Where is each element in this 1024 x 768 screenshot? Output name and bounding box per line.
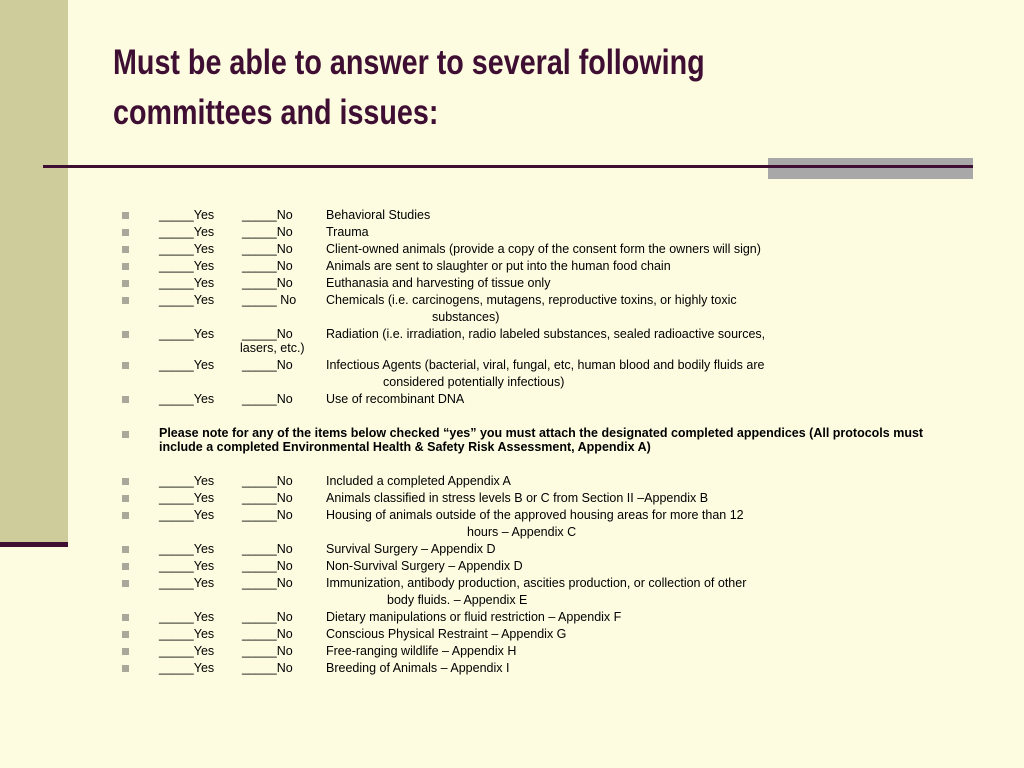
no-blank: _____No	[242, 474, 293, 488]
yes-blank: _____Yes	[159, 327, 215, 341]
no-blank: _____No	[242, 542, 293, 556]
item-description: Radiation (i.e. irradiation, radio labeled substances, sealed radioactive sources,	[326, 327, 766, 341]
yes-blank: _____Yes	[159, 474, 215, 488]
no-blank: _____No	[242, 242, 293, 256]
appendix-note: Please note for any of the items below checked “yes” you must attach the designated completed appendices (All protocols must include a completed Environmental Health & Safety Risk Assessment, Appendix A)	[159, 426, 924, 454]
no-blank: _____No	[242, 259, 293, 273]
no-blank: _____No	[242, 276, 293, 290]
yes-blank: _____Yes	[159, 392, 215, 406]
item-description: Infectious Agents (bacterial, viral, fungal, etc, human blood and bodily fluids are	[326, 358, 765, 372]
item-description-continued: considered potentially infectious)	[383, 375, 565, 389]
yes-blank: _____Yes	[159, 242, 215, 256]
no-blank: _____ No	[242, 293, 297, 307]
item-description-continued: lasers, etc.)	[240, 341, 305, 355]
item-description: Conscious Physical Restraint – Appendix G	[326, 627, 567, 641]
yes-blank: _____Yes	[159, 644, 215, 658]
no-blank: _____No	[242, 508, 293, 522]
square-bullet-icon	[122, 546, 129, 553]
item-description: Housing of animals outside of the approved housing areas for more than 12	[326, 508, 744, 522]
yes-blank: _____Yes	[159, 225, 215, 239]
yes-blank: _____Yes	[159, 610, 215, 624]
no-blank: _____No	[242, 661, 293, 675]
yes-blank: _____Yes	[159, 276, 215, 290]
item-description: Use of recombinant DNA	[326, 392, 465, 406]
yes-blank: _____Yes	[159, 559, 215, 573]
yes-blank: _____Yes	[159, 293, 215, 307]
item-description: Dietary manipulations or fluid restriction – Appendix F	[326, 610, 622, 624]
no-blank: _____No	[242, 225, 293, 239]
item-description: Survival Surgery – Appendix D	[326, 542, 496, 556]
square-bullet-icon	[122, 563, 129, 570]
no-blank: _____No	[242, 559, 293, 573]
yes-blank: _____Yes	[159, 358, 215, 372]
item-description: Client-owned animals (provide a copy of the consent form the owners will sign)	[326, 242, 761, 256]
square-bullet-icon	[122, 431, 129, 438]
no-blank: _____No	[242, 627, 293, 641]
square-bullet-icon	[122, 229, 129, 236]
item-description: Included a completed Appendix A	[326, 474, 511, 488]
item-description: Breeding of Animals – Appendix I	[326, 661, 510, 675]
no-blank: _____No	[242, 610, 293, 624]
yes-blank: _____Yes	[159, 661, 215, 675]
yes-blank: _____Yes	[159, 542, 215, 556]
square-bullet-icon	[122, 580, 129, 587]
item-description-continued: substances)	[432, 310, 500, 324]
item-description: Immunization, antibody production, ascities production, or collection of other	[326, 576, 747, 590]
square-bullet-icon	[122, 212, 129, 219]
no-blank: _____No	[242, 327, 293, 341]
square-bullet-icon	[122, 665, 129, 672]
square-bullet-icon	[122, 512, 129, 519]
square-bullet-icon	[122, 478, 129, 485]
yes-blank: _____Yes	[159, 491, 215, 505]
item-description: Free-ranging wildlife – Appendix H	[326, 644, 517, 658]
slide-title: Must be able to answer to several following committees and issues:	[113, 43, 705, 132]
no-blank: _____No	[242, 208, 293, 222]
square-bullet-icon	[122, 280, 129, 287]
item-description-continued: body fluids. – Appendix E	[387, 593, 528, 607]
item-description: Animals are sent to slaughter or put into the human food chain	[326, 259, 671, 273]
square-bullet-icon	[122, 331, 129, 338]
item-description: Behavioral Studies	[326, 208, 431, 222]
yes-blank: _____Yes	[159, 259, 215, 273]
square-bullet-icon	[122, 246, 129, 253]
square-bullet-icon	[122, 495, 129, 502]
item-description: Euthanasia and harvesting of tissue only	[326, 276, 551, 290]
no-blank: _____No	[242, 644, 293, 658]
yes-blank: _____Yes	[159, 208, 215, 222]
item-description: Chemicals (i.e. carcinogens, mutagens, reproductive toxins, or highly toxic	[326, 293, 737, 307]
no-blank: _____No	[242, 491, 293, 505]
no-blank: _____No	[242, 358, 293, 372]
no-blank: _____No	[242, 576, 293, 590]
no-blank: _____No	[242, 392, 293, 406]
square-bullet-icon	[122, 396, 129, 403]
yes-blank: _____Yes	[159, 576, 215, 590]
yes-blank: _____Yes	[159, 627, 215, 641]
item-description: Trauma	[326, 225, 369, 239]
yes-blank: _____Yes	[159, 508, 215, 522]
item-description: Non-Survival Surgery – Appendix D	[326, 559, 523, 573]
square-bullet-icon	[122, 631, 129, 638]
item-description-continued: hours – Appendix C	[467, 525, 577, 539]
square-bullet-icon	[122, 362, 129, 369]
square-bullet-icon	[122, 614, 129, 621]
item-description: Animals classified in stress levels B or C from Section II –Appendix B	[326, 491, 709, 505]
square-bullet-icon	[122, 263, 129, 270]
square-bullet-icon	[122, 648, 129, 655]
square-bullet-icon	[122, 297, 129, 304]
